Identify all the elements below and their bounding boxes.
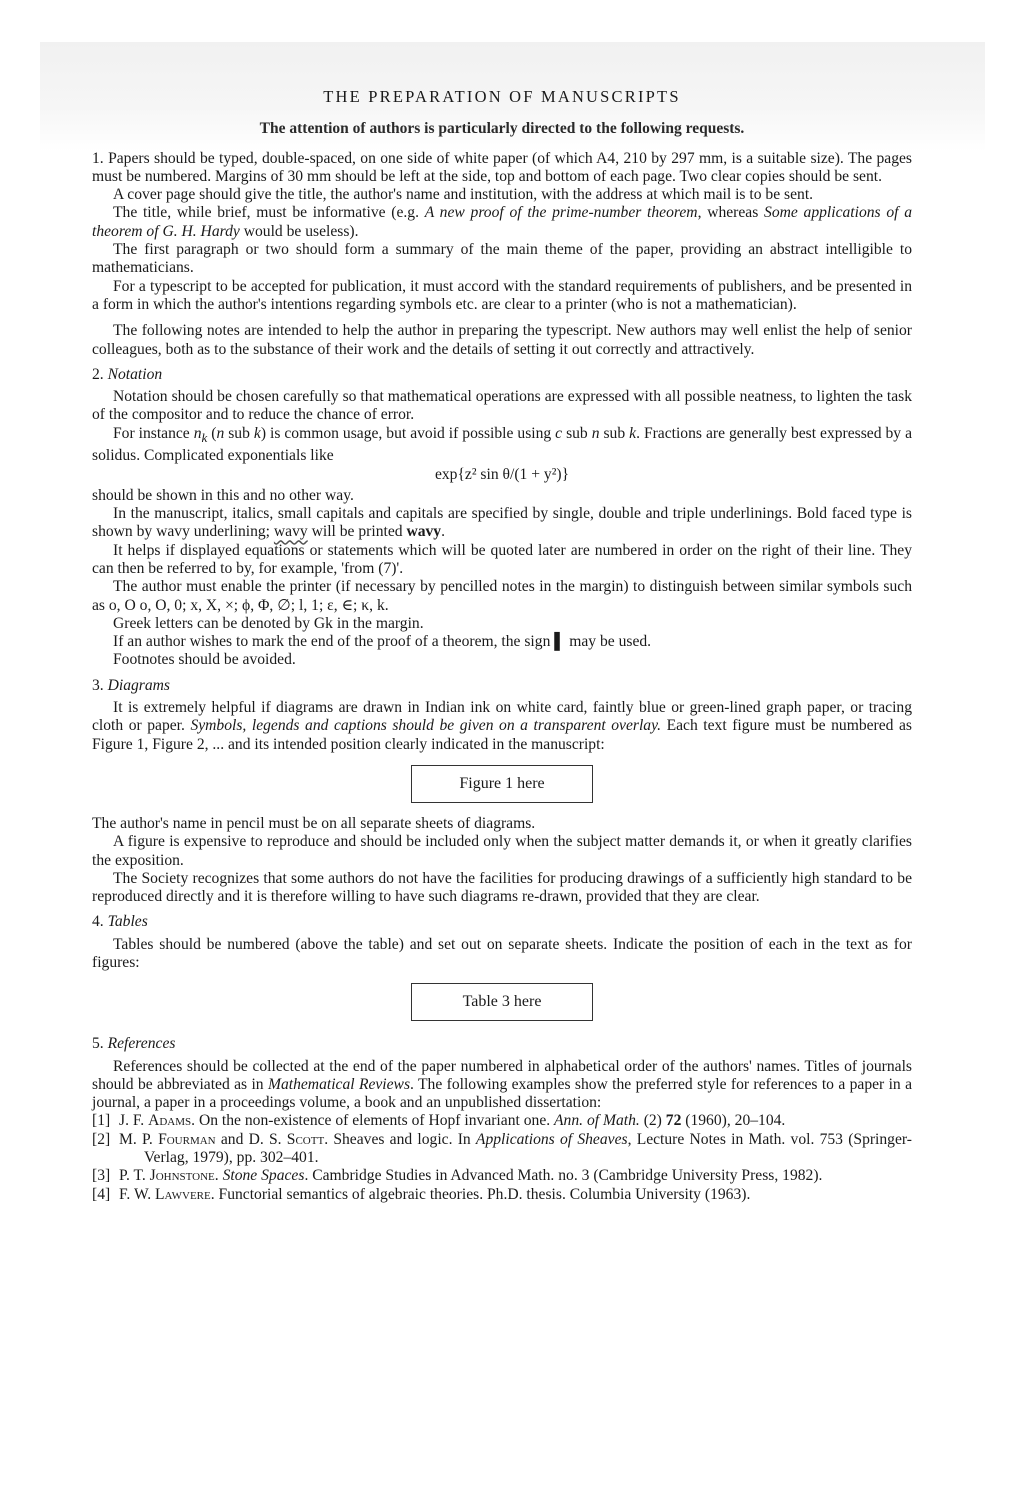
table-placeholder-box: Table 3 here [411,983,593,1021]
paragraph: It is extremely helpful if diagrams are drawn in Indian ink on white card, faintly blue or green-lined graph paper, or tracing cloth or paper. Symbols, legends and captions should be given on a transparent overlay. Each text figure must be numbered as Figure 1, Figure 2, ... and its intended position clearly indicated in the manuscript: [92,699,912,753]
section-heading-tables: 4. Tables [92,913,148,931]
paragraph: 1. Papers should be typed, double-spaced, on one side of white paper (of which A4, 210 by 297 mm, is a suitable size). The pages must be numbered. Margins of 30 mm should be left at the side, top and bottom of each page. Two clear copies should be sent. [92,149,912,185]
reference-item: [1] J. F. Adams. On the non-existence of elements of Hopf invariant one. Ann. of Math. (2) 72 (1960), 20–104. [92,1112,786,1130]
paragraph: A figure is expensive to reproduce and should be included only when the subject matter demands it, or when it greatly clarifies the exposition. [92,833,912,869]
paragraph: The first paragraph or two should form a summary of the main theme of the paper, providing an abstract intelligible to mathematicians. [92,241,912,277]
figure-placeholder-box: Figure 1 here [411,765,593,803]
paragraph: If an author wishes to mark the end of the proof of a theorem, the sign ▌ may be used. [113,633,652,651]
paragraph: The title, while brief, must be informative (e.g. A new proof of the prime-number theorem, whereas Some applications of a theorem of G. H. Hardy would be useless). [92,204,913,240]
paragraph: The following notes are intended to help the author in preparing the typescript. New authors may well enlist the help of senior colleagues, both as to the substance of their work and the details of setting it out correctly and attractively. [92,322,912,358]
paragraph: The author must enable the printer (if necessary by pencilled notes in the margin) to distinguish between similar symbols such as o, O o, O, 0; x, X, ×; ϕ, Φ, ∅; l, 1; ε, ∈; κ, k. [92,578,912,614]
paragraph: It helps if displayed equations or statements which will be quoted later are numbered in order on the right of their line. They can then be referred to by, for example, 'from (7)'. [92,541,912,577]
page-title: THE PREPARATION OF MANUSCRIPTS [323,87,681,106]
paragraph: Greek letters can be denoted by Gk in the margin. [113,614,424,632]
paragraph: Tables should be numbered (above the table) and set out on separate sheets. Indicate the position of each in the text as for figures: [92,935,912,971]
paragraph: References should be collected at the end of the paper numbered in alphabetical order of the authors' names. Titles of journals should be abbreviated as in Mathematical Reviews. The following examples show the preferred style for references to a paper in a journal, a paper in a proceedings volume, a book and an unpublished dissertation: [92,1057,913,1112]
section-heading-notation: 2. Notation [92,365,163,383]
subtitle: The attention of authors is particularly directed to the following requests. [259,120,745,138]
paragraph: A cover page should give the title, the author's name and institution, with the address at which mail is to be sent. [113,186,814,204]
document-body [92,88,912,1204]
reference-item: [2] M. P. Fourman and D. S. Scott. Sheaves and logic. In Applications of Sheaves, Lecture Notes in Math. vol. 753 (Springer-Verlag, 1979), pp. 302–401. [92,1130,912,1167]
paragraph: Notation should be chosen carefully so that mathematical operations are expressed with all possible neatness, to lighten the task of the compositor and to reduce the chance of error. [92,388,912,424]
display-formula: exp{z² sin θ/(1 + y²)} [434,466,570,484]
paragraph: Footnotes should be avoided. [113,651,296,669]
paragraph: In the manuscript, italics, small capitals and capitals are specified by single, double and triple underlinings. Bold faced type is shown by wavy underlining; wavy will be printed wavy. [92,505,912,541]
reference-item: [4] F. W. Lawvere. Functorial semantics of algebraic theories. Ph.D. thesis. Columbia University (1963). [92,1185,751,1203]
paragraph: For a typescript to be accepted for publication, it must accord with the standard requirements of publishers, and be presented in a form in which the author's intentions regarding symbols etc. are clear to a printer (who is not a mathematician). [92,277,912,313]
paragraph: For instance $n_k$ (n sub k) is common usage, but avoid if possible using c sub n sub k. Fractions are generally best expressed by a solidus. Complicated exponentials like [92,424,912,465]
paragraph: should be shown in this and no other way. [92,486,354,504]
proof-end-sign: ▌ [554,633,566,651]
paragraph: The author's name in pencil must be on all separate sheets of diagrams. [92,814,536,832]
section-heading-diagrams: 3. Diagrams [92,676,170,694]
section-heading-references: 5. References [92,1035,176,1053]
reference-item: [3] P. T. Johnstone. Stone Spaces. Cambridge Studies in Advanced Math. no. 3 (Cambridge University Press, 1982). [92,1167,823,1185]
paragraph: The Society recognizes that some authors do not have the facilities for producing drawings of a sufficiently high standard to be reproduced directly and it is therefore willing to have such diagrams re-drawn, provided that they are clear. [92,869,912,906]
